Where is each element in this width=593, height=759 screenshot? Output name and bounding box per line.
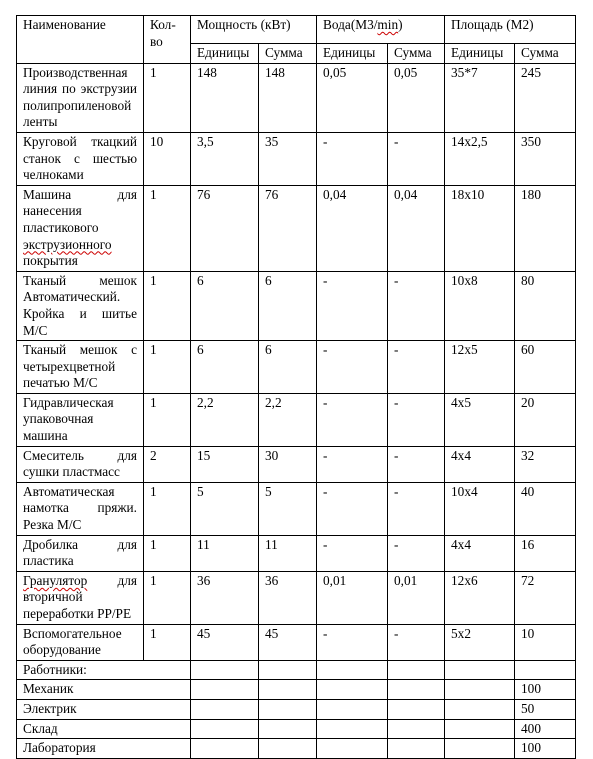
empty-cell [445, 680, 515, 700]
cell-a-unit: 14х2,5 [445, 132, 515, 185]
equipment-name [17, 482, 144, 535]
worker-name: Механик [17, 680, 191, 700]
cell-qty: 1 [144, 393, 191, 446]
worker-name: Склад [17, 719, 191, 739]
cell-a-unit: 5х2 [445, 624, 515, 660]
cell-a-sum: 20 [515, 393, 576, 446]
cell-w-sum: - [388, 132, 445, 185]
equipment-table [16, 15, 576, 759]
cell-qty: 1 [144, 341, 191, 394]
worker-area-sum: 100 [515, 739, 576, 759]
cell-w-unit: - [317, 446, 388, 482]
equipment-name [17, 185, 144, 271]
header-water-unit: min [377, 17, 399, 32]
cell-a-sum: 180 [515, 185, 576, 271]
cell-a-unit: 10х4 [445, 482, 515, 535]
equipment-name-part: для вторичной переработки PP/PE [23, 572, 137, 621]
table-header-row [17, 16, 576, 44]
empty-cell [388, 719, 445, 739]
cell-w-unit: - [317, 624, 388, 660]
cell-p-unit: 76 [191, 185, 259, 271]
cell-w-sum: - [388, 624, 445, 660]
empty-cell [388, 660, 445, 680]
equipment-name-part: Машина для нанесения пластикового [23, 186, 137, 235]
cell-qty: 1 [144, 482, 191, 535]
subheader-power-sum: Сумма [259, 44, 317, 64]
worker-row [17, 719, 576, 739]
equipment-name-part: Автоматическая намотка пряжи. Резка M/C [23, 483, 137, 533]
cell-a-sum: 40 [515, 482, 576, 535]
header-power: Мощность (кВт) [191, 16, 317, 44]
cell-p-unit: 2,2 [191, 393, 259, 446]
cell-w-sum: 0,04 [388, 185, 445, 271]
cell-a-unit: 4х4 [445, 535, 515, 571]
equipment-name [17, 535, 144, 571]
cell-qty: 1 [144, 535, 191, 571]
subheader-power-unit: Единицы [191, 44, 259, 64]
cell-a-sum: 60 [515, 341, 576, 394]
empty-cell [259, 719, 317, 739]
empty-cell [317, 739, 388, 759]
subheader-water-unit: Единицы [317, 44, 388, 64]
cell-w-unit: - [317, 393, 388, 446]
equipment-name-part: экструзионного [23, 236, 112, 252]
empty-cell [191, 719, 259, 739]
worker-area-sum: 100 [515, 680, 576, 700]
cell-a-sum: 80 [515, 271, 576, 340]
cell-a-unit: 35*7 [445, 63, 515, 132]
header-water-prefix: Вода(М3/ [323, 17, 378, 32]
empty-cell [388, 739, 445, 759]
header-water [317, 16, 445, 44]
cell-a-sum: 10 [515, 624, 576, 660]
table-row [17, 63, 576, 132]
empty-cell [259, 699, 317, 719]
empty-cell [445, 699, 515, 719]
header-water-suffix: ) [398, 17, 403, 32]
equipment-name-part: Гидравлическая упаковочная машина [23, 394, 114, 444]
cell-a-sum: 32 [515, 446, 576, 482]
cell-qty: 10 [144, 132, 191, 185]
equipment-name [17, 341, 144, 394]
cell-w-sum: 0,05 [388, 63, 445, 132]
document-page [16, 15, 576, 759]
cell-w-unit: 0,01 [317, 571, 388, 624]
table-row [17, 341, 576, 394]
equipment-name-part: Тканый мешок Автоматический. Кройка и шитье M/C [23, 272, 137, 338]
cell-w-unit: - [317, 132, 388, 185]
subheader-area-unit: Единицы [445, 44, 515, 64]
equipment-name-part: Вспомогательное оборудование [23, 625, 122, 658]
empty-cell [259, 660, 317, 680]
empty-cell [259, 739, 317, 759]
empty-cell [259, 680, 317, 700]
cell-p-unit: 11 [191, 535, 259, 571]
cell-a-unit: 12х5 [445, 341, 515, 394]
worker-name: Электрик [17, 699, 191, 719]
cell-p-unit: 5 [191, 482, 259, 535]
cell-p-unit: 45 [191, 624, 259, 660]
empty-cell [445, 739, 515, 759]
cell-w-unit: - [317, 535, 388, 571]
cell-qty: 1 [144, 571, 191, 624]
cell-w-unit: - [317, 341, 388, 394]
cell-w-sum: - [388, 393, 445, 446]
cell-qty: 1 [144, 185, 191, 271]
worker-area-sum: 400 [515, 719, 576, 739]
cell-w-sum: - [388, 341, 445, 394]
cell-p-sum: 36 [259, 571, 317, 624]
cell-p-sum: 6 [259, 271, 317, 340]
table-row [17, 271, 576, 340]
cell-qty: 1 [144, 271, 191, 340]
empty-cell [445, 660, 515, 680]
equipment-name [17, 446, 144, 482]
workers-title: Работники: [17, 660, 191, 680]
empty-cell [445, 719, 515, 739]
equipment-name [17, 571, 144, 624]
empty-cell [191, 660, 259, 680]
empty-cell [317, 660, 388, 680]
table-body [17, 16, 576, 759]
cell-p-sum: 45 [259, 624, 317, 660]
table-row [17, 393, 576, 446]
cell-a-unit: 18х10 [445, 185, 515, 271]
equipment-name-part: Круговой ткацкий станок с шестью челноками [23, 133, 137, 183]
cell-a-sum: 16 [515, 535, 576, 571]
cell-a-unit: 4х5 [445, 393, 515, 446]
cell-a-sum: 245 [515, 63, 576, 132]
empty-cell [317, 699, 388, 719]
table-row [17, 571, 576, 624]
empty-cell [317, 680, 388, 700]
equipment-name-part: Гранулятор [23, 572, 88, 588]
equipment-name [17, 624, 144, 660]
equipment-name [17, 393, 144, 446]
cell-w-unit: - [317, 271, 388, 340]
cell-p-sum: 30 [259, 446, 317, 482]
cell-w-sum: - [388, 482, 445, 535]
header-qty: Кол-во [144, 16, 191, 64]
header-name: Наименование [17, 16, 144, 64]
subheader-area-sum: Сумма [515, 44, 576, 64]
empty-cell [515, 660, 576, 680]
equipment-name [17, 132, 144, 185]
cell-qty: 2 [144, 446, 191, 482]
cell-p-sum: 11 [259, 535, 317, 571]
cell-p-sum: 5 [259, 482, 317, 535]
cell-a-unit: 10х8 [445, 271, 515, 340]
equipment-name [17, 271, 144, 340]
cell-p-unit: 6 [191, 341, 259, 394]
cell-a-unit: 12х6 [445, 571, 515, 624]
equipment-name-part: Дробилка для пластика [23, 536, 137, 569]
cell-p-sum: 2,2 [259, 393, 317, 446]
equipment-name-part: Производственная линия по экструзии полипропиленовой ленты [23, 64, 137, 130]
worker-area-sum: 50 [515, 699, 576, 719]
empty-cell [191, 680, 259, 700]
empty-cell [388, 699, 445, 719]
equipment-name-part: Тканый мешок с четырехцветной печатью M/C [23, 342, 137, 391]
cell-p-sum: 76 [259, 185, 317, 271]
table-row [17, 185, 576, 271]
equipment-name-part: Смеситель для сушки пластмасс [23, 447, 137, 480]
cell-w-sum: - [388, 446, 445, 482]
cell-w-sum: - [388, 535, 445, 571]
equipment-name-part: покрытия [23, 253, 78, 269]
cell-p-sum: 6 [259, 341, 317, 394]
cell-w-sum: 0,01 [388, 571, 445, 624]
empty-cell [388, 680, 445, 700]
cell-p-unit: 6 [191, 271, 259, 340]
cell-p-sum: 148 [259, 63, 317, 132]
cell-qty: 1 [144, 63, 191, 132]
cell-p-unit: 36 [191, 571, 259, 624]
equipment-name [17, 63, 144, 132]
cell-p-unit: 148 [191, 63, 259, 132]
empty-cell [191, 739, 259, 759]
empty-cell [191, 699, 259, 719]
cell-qty: 1 [144, 624, 191, 660]
cell-a-sum: 72 [515, 571, 576, 624]
cell-a-unit: 4х4 [445, 446, 515, 482]
empty-cell [317, 719, 388, 739]
table-row [17, 624, 576, 660]
cell-p-unit: 15 [191, 446, 259, 482]
worker-name: Лаборатория [17, 739, 191, 759]
cell-w-unit: - [317, 482, 388, 535]
worker-row [17, 680, 576, 700]
table-row [17, 482, 576, 535]
cell-a-sum: 350 [515, 132, 576, 185]
worker-row [17, 699, 576, 719]
cell-w-sum: - [388, 271, 445, 340]
cell-w-unit: 0,04 [317, 185, 388, 271]
worker-row [17, 739, 576, 759]
header-area: Площадь (М2) [445, 16, 576, 44]
cell-p-sum: 35 [259, 132, 317, 185]
workers-title-row [17, 660, 576, 680]
table-row [17, 446, 576, 482]
cell-p-unit: 3,5 [191, 132, 259, 185]
table-row [17, 132, 576, 185]
cell-w-unit: 0,05 [317, 63, 388, 132]
subheader-water-sum: Сумма [388, 44, 445, 64]
table-row [17, 535, 576, 571]
